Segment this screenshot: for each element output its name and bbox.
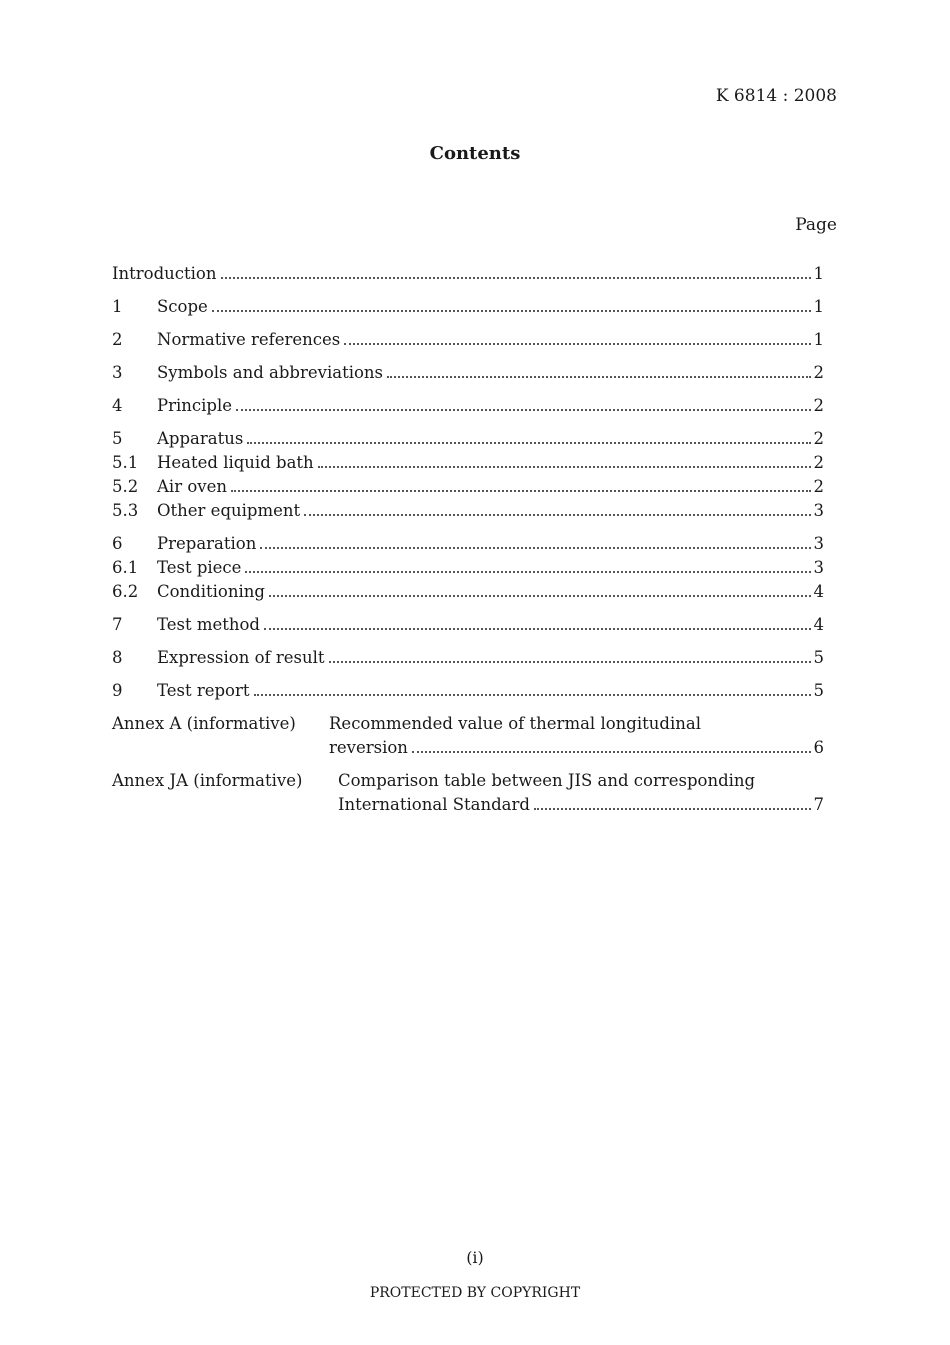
- toc-entry-number: 5.1: [112, 453, 139, 472]
- toc-entry-normative-references[interactable]: [112, 328, 824, 352]
- toc-entry-preparation[interactable]: [112, 532, 824, 556]
- toc-entry-introduction[interactable]: [112, 262, 824, 286]
- toc-entry-title: Preparation: [157, 534, 257, 553]
- toc-entry-page: 1: [813, 330, 824, 349]
- leader-dots: [412, 751, 811, 753]
- toc-entry-title: Other equipment: [157, 501, 301, 520]
- toc-entry-apparatus[interactable]: [112, 427, 824, 451]
- toc-entry-annex-a[interactable]: [112, 712, 824, 760]
- toc-entry-page: 3: [813, 501, 824, 520]
- annex-title-line2: reversion: [329, 738, 408, 757]
- toc-entry-number: 2: [112, 330, 123, 349]
- leader-dots: [245, 571, 810, 573]
- leader-dots: [304, 514, 810, 516]
- toc-entry-number: 4: [112, 396, 123, 415]
- toc-entry-title: Principle: [157, 396, 233, 415]
- copyright-notice: PROTECTED BY COPYRIGHT: [369, 1285, 581, 1301]
- toc-entry-title: Conditioning: [157, 582, 265, 601]
- toc-entry-symbols[interactable]: [112, 361, 824, 385]
- toc-entry-conditioning[interactable]: [112, 580, 824, 604]
- toc-entry-expression-of-result[interactable]: [112, 646, 824, 670]
- toc-entry-title: Test method: [157, 615, 260, 634]
- annex-title-line1: Recommended value of thermal longitudinal: [329, 714, 701, 733]
- leader-dots: [231, 490, 811, 492]
- toc-entry-title: Apparatus: [157, 429, 244, 448]
- leader-dots: [264, 628, 811, 630]
- toc-entry-page: 2: [813, 453, 824, 472]
- page-column-heading: Page: [795, 215, 837, 235]
- toc-entry-page: 2: [813, 396, 824, 415]
- leader-dots: [534, 808, 811, 810]
- toc-entry-test-method[interactable]: [112, 613, 824, 637]
- leader-dots: [254, 694, 811, 696]
- toc-entry-number: 5.2: [112, 477, 139, 496]
- toc-entry-title: Heated liquid bath: [157, 453, 314, 472]
- annex-title-line2-row: [338, 793, 824, 817]
- toc-entry-title: Expression of result: [157, 648, 325, 667]
- annex-label: Annex A (informative): [112, 714, 296, 733]
- toc-entry-number: 5: [112, 429, 123, 448]
- leader-dots: [247, 442, 810, 444]
- toc-entry-title: Air oven: [157, 477, 227, 496]
- annex-label: Annex JA (informative): [112, 771, 303, 790]
- annex-title-line1: Comparison table between JIS and corresponding: [338, 771, 756, 790]
- toc-entry-page: 5: [813, 648, 824, 667]
- toc-entry-page: 4: [813, 615, 824, 634]
- toc-entry-title: Test report: [157, 681, 250, 700]
- toc-entry-title: Scope: [157, 297, 208, 316]
- toc-entry-number: 6.2: [112, 582, 139, 601]
- toc-entry-number: 1: [112, 297, 123, 316]
- toc-entry-page: 2: [813, 477, 824, 496]
- toc-entry-test-report[interactable]: [112, 679, 824, 703]
- leader-dots: [329, 661, 811, 663]
- toc-entry-air-oven[interactable]: [112, 475, 824, 499]
- toc-entry-page: 6: [813, 738, 824, 757]
- toc-entry-test-piece[interactable]: [112, 556, 824, 580]
- toc-entry-number: 3: [112, 363, 123, 382]
- toc-entry-page: 3: [813, 534, 824, 553]
- leader-dots: [236, 409, 810, 411]
- leader-dots: [318, 466, 811, 468]
- toc-entry-title: Introduction: [112, 264, 217, 283]
- toc-entry-number: 5.3: [112, 501, 139, 520]
- toc-entry-page: 1: [813, 297, 824, 316]
- toc-entry-number: 8: [112, 648, 123, 667]
- toc-entry-page: 3: [813, 558, 824, 577]
- toc-entry-annex-ja[interactable]: [112, 769, 824, 817]
- leader-dots: [212, 310, 811, 312]
- page-number: (i): [466, 1248, 484, 1267]
- toc-entry-page: 5: [813, 681, 824, 700]
- toc-entry-title: Normative references: [157, 330, 341, 349]
- leader-dots: [269, 595, 811, 597]
- toc-entry-principle[interactable]: [112, 394, 824, 418]
- toc-entry-number: 6: [112, 534, 123, 553]
- toc-entry-other-equipment[interactable]: [112, 499, 824, 523]
- leader-dots: [344, 343, 810, 345]
- toc-entry-page: 7: [813, 795, 824, 814]
- toc-entry-page: 1: [813, 264, 824, 283]
- annex-title-line2: International Standard: [338, 795, 530, 814]
- toc-entry-number: 9: [112, 681, 123, 700]
- table-of-contents: [112, 262, 824, 817]
- page-title: Contents: [429, 143, 521, 164]
- toc-entry-number: 7: [112, 615, 123, 634]
- toc-entry-page: 2: [813, 363, 824, 382]
- toc-entry-title: Test piece: [157, 558, 242, 577]
- toc-entry-scope[interactable]: [112, 295, 824, 319]
- annex-title-line2-row: [329, 736, 824, 760]
- toc-entry-heated-liquid-bath[interactable]: [112, 451, 824, 475]
- leader-dots: [221, 277, 811, 279]
- standard-number: K 6814 : 2008: [715, 86, 837, 106]
- leader-dots: [387, 376, 810, 378]
- toc-entry-page: 2: [813, 429, 824, 448]
- toc-entry-number: 6.1: [112, 558, 139, 577]
- leader-dots: [260, 547, 810, 549]
- toc-entry-title: Symbols and abbreviations: [157, 363, 384, 382]
- toc-entry-page: 4: [813, 582, 824, 601]
